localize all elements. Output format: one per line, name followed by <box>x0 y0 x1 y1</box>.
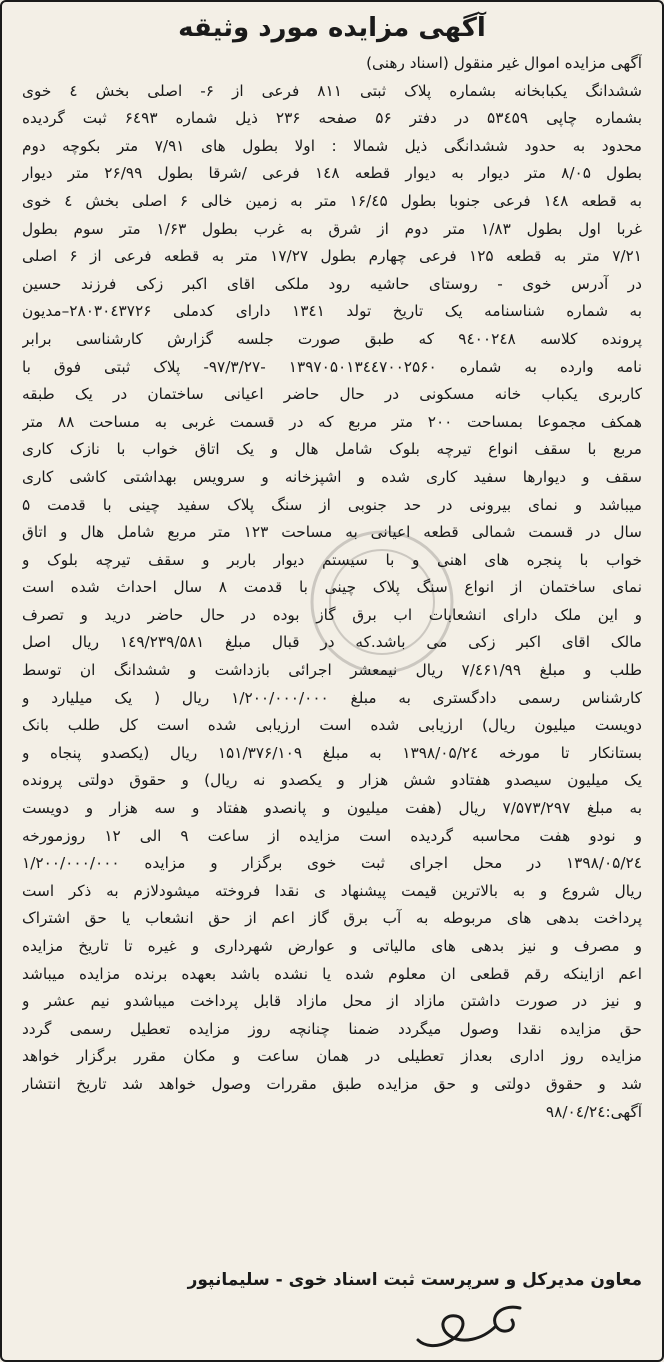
notice-line: مالک اقای اکبر زکی می باشد.که در قبال مبلغ ۱٤۹/۲۳۹/۵۸۱ ریال اصل <box>22 633 642 652</box>
notice-line: دویست میلیون ریال) ارزیابی شده است ارزیابی شده است کل طلب بانک <box>22 716 642 735</box>
notice-line: بستانکار تا مورخه ۱۳۹۸/۰۵/۲٤ به مبلغ ۱۵۱/۳۷۶/۱۰۹ ریال (یکصدو پنجاه و <box>22 743 642 762</box>
notice-line: به مبلغ ۷/۵۷۳/۲۹۷ ریال (هفت میلیون و پانصدو هفتاد و سه هزار و دویست <box>22 799 642 818</box>
notice-line: و نیز در صورت داشتن مازاد از محل مازاد قابل پرداخت میباشدو نیم عشر و <box>22 992 642 1011</box>
notice-line: سقف و دیوارها سفید کاری شده و اشپزخانه و سرویس بهداشتی کاشی کاری <box>22 467 642 486</box>
signatory-line: معاون مدیرکل و سرپرست ثبت اسناد خوی - سلیمانپور <box>187 1270 642 1290</box>
notice-line: آگهی:۹۸/۰٤/۲٤ <box>545 1102 642 1121</box>
notice-line: پرونده کلاسه ۹٤۰۰۲٤۸ که طبق صورت جلسه گزارش کارشناسی برابر <box>22 329 642 348</box>
notice-line: و نودو هفت محاسبه گردیده است مزایده از ساعت ۹ الی ۱۲ روزمورخه <box>22 826 642 845</box>
notice-line: اعم ازاینکه رقم قطعی ان معلوم شده یا نشده باشد بعهده برنده مزایده میباشد <box>22 964 642 983</box>
notice-line: ششدانگ یکبابخانه بشماره پلاک ثبتی ۸۱۱ فرعی از ۶- اصلی بخش ٤ خوی <box>22 81 642 100</box>
notice-line: بطول ۸/۰۵ متر دیوار به دیوار قطعه ۱٤۸ فرعی /شرقا بطول ۲۶/۹۹ متر دیوار <box>22 164 642 183</box>
notice-line: به شماره شناسنامه یک تاریخ تولد ۱۳٤۱ دارای کدملی ۲۸۰۳۰٤۳۷۲۶–مدیون <box>22 302 642 321</box>
notice-line: در آدرس خوی - روستای حاشیه رود ملکی اقای اکبر زکی فرزند حسین <box>22 274 642 293</box>
notice-line: بشماره چاپی ۵۳٤۵۹ در دفتر ۵۶ صفحه ۲۳۶ ذیل شماره ۶٤۹۳ ثبت گردیده <box>22 109 642 128</box>
notice-line: به قطعه ۱٤۸ فرعی جنوبا بطول ۱۶/٤۵ متر به زمین خالی ۶ اصلی بخش ٤ خوی <box>22 191 642 210</box>
notice-line: مزایده روز اداری بعداز تعطیلی در همان ساعت و مکان مقرر برگزار خواهد <box>22 1047 642 1066</box>
notice-line: طلب و مبلغ ۷/٤۶۱/۹۹ ریال نیمعشر اجرائی بازداشت و ششدانگ ان توسط <box>22 661 642 680</box>
notice-line: و مصرف و نیز بدهی های مالیاتی و عوارض شهرداری و غیره تا تاریخ مزایده <box>22 937 642 955</box>
notice-line: میباشد و نمای بیرونی در حد جنوبی از سنگ پلاک سفید چینی با قدمت ۵ <box>22 495 642 514</box>
notice-title: آگهی مزایده مورد وثیقه <box>178 13 486 43</box>
notice-line: غربا اول بطول ۱/۸۳ متر دوم از شرق به غرب بطول ۱/۶۳ متر سوم بطول <box>22 219 642 238</box>
notice-line: پرداخت بدهی های مربوطه به آب برق گاز اعم از حق انشعاب یا حق اشتراک <box>22 909 642 928</box>
notice-line: نمای ساختمان از انواع سنگ پلاک چینی با قدمت ۸ سال احداث شده است <box>22 578 642 597</box>
notice-line: همکف مجموعا بمساحت ۲۰۰ متر مربع که در قسمت غربی به مساحت ۸۸ متر <box>22 412 642 431</box>
handwritten-signature <box>412 1300 532 1362</box>
notice-line: و این ملک دارای انشعابات اب برق گاز بوده در حال حاضر درید و تصرف <box>22 605 642 624</box>
notice-line: کارشناس رسمی دادگستری به مبلغ ۱/۲۰۰/۰۰۰/۰۰۰ ریال ( یک میلیارد و <box>22 688 642 707</box>
notice-line: سال در قسمت شمالی قطعه اعیانی به مساحت ۱۲۳ متر مربع شامل هال و اتاق <box>22 523 642 542</box>
notice-line: حق مزایده نقدا وصول میگردد ضمنا چنانچه روز مزایده تعطیل رسمی گردد <box>22 1019 642 1038</box>
notice-line: ۷/۲۱ متر به قطعه ۱۲۵ فرعی چهارم بطول ۱۷/۲۷ متر به قطعه فرعی از ۶ اصلی <box>22 247 642 266</box>
notice-line: شد و حقوق دولتی و حق مزایده طبق مقررات وصول خواهد شد تاریخ انتشار <box>22 1074 642 1093</box>
notice-line: محدود به حدود ششدانگی ذیل شمالا : اولا بطول های ۷/۹۱ متر بکوچه دوم <box>22 136 642 155</box>
notice-line: کاربری یکباب خانه مسکونی در حال حاضر اعیانی ساختمان در یک طبقه <box>22 385 642 404</box>
notice-line: آگهی مزایده اموال غیر منقول (اسناد رهنی) <box>366 54 642 72</box>
notice-line: یک میلیون سیصدو هفتادو شش هزار و یکصدو نه ریال) و حقوق دولتی پرونده <box>22 771 642 790</box>
notice-line: مربع با سقف انواع تیرچه بلوک شامل هال و یک اتاق خواب با نازک کاری <box>22 440 642 459</box>
notice-line: نامه وارده به شماره ۱۳۹۷۰۵۰۱۳٤٤۷۰۰۲۵۶۰ -۹۷/۳/۲۷- پلاک ثبتی فوق با <box>22 357 642 376</box>
notice-line: ریال شروع و به بالاترین قیمت پیشنهاد ی نقدا فروخته میشودلازم به ذکر است <box>22 881 642 900</box>
watermark-seal <box>302 522 462 682</box>
notice-line: خواب با پنجره های اهنی و با سیستم دیوار باربر و سقف تیرچه بلوک و <box>22 550 642 569</box>
notice-line: ۱۳۹۸/۰۵/۲٤ در محل اجرای ثبت خوی برگزار و مزایده ۱/۲۰۰/۰۰۰/۰۰۰ <box>22 854 642 873</box>
